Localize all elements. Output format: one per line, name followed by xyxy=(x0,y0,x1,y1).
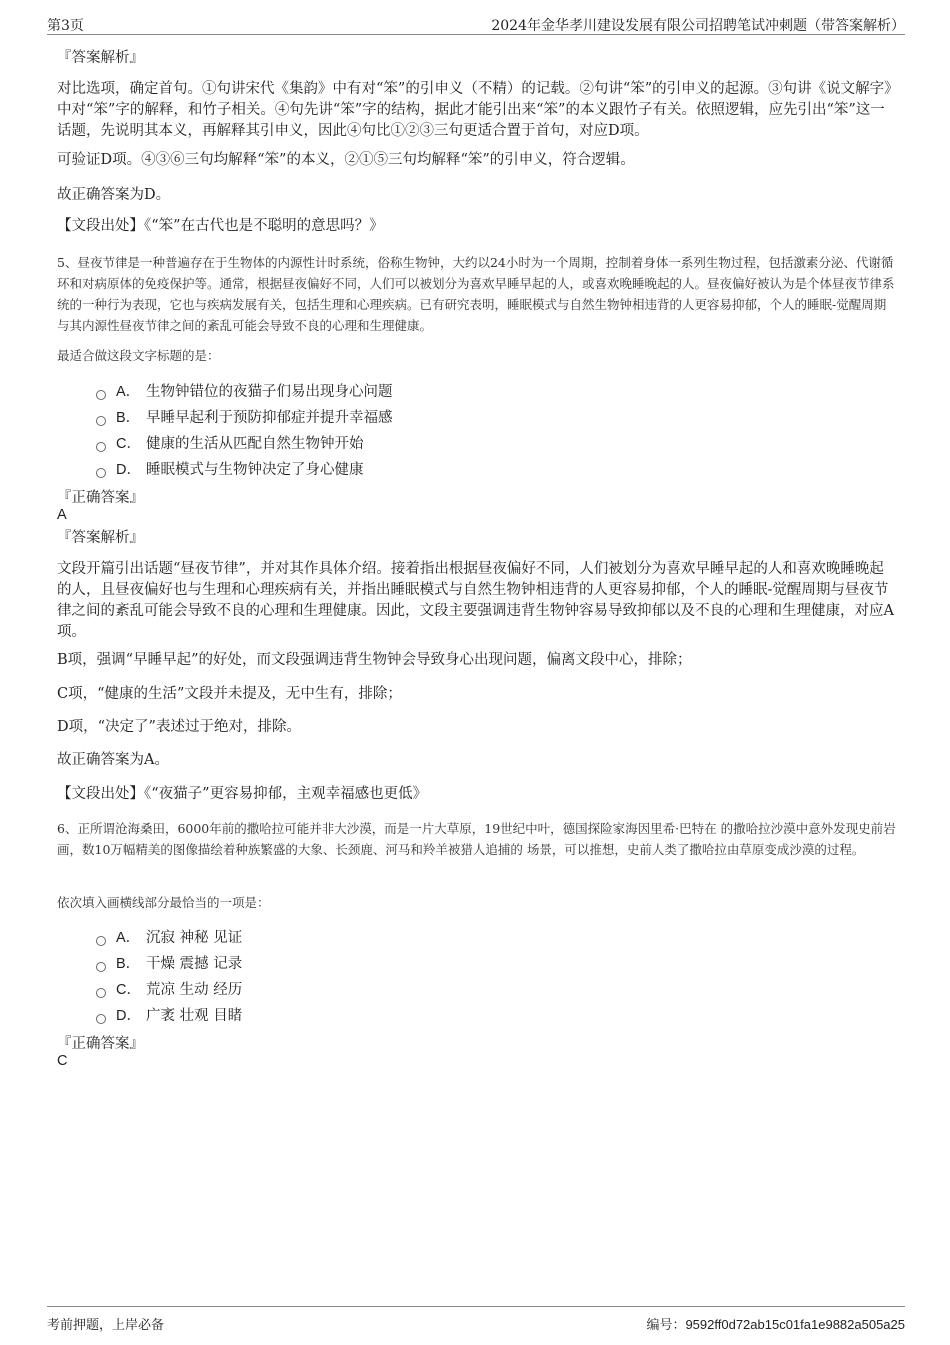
source-citation: 【文段出处】《“夜猫子”更容易抑郁，主观幸福感也更低》 xyxy=(57,786,428,802)
answer-value: A xyxy=(57,507,67,523)
document-code xyxy=(646,1314,905,1333)
option-text: 广袤 壮观 目睹 xyxy=(146,1008,243,1024)
footer-slogan: 考前押题，上岸必备 xyxy=(47,1318,165,1333)
source-citation: 【文段出处】《“笨”在古代也是不聪明的意思吗？》 xyxy=(57,218,384,234)
option-letter: A． xyxy=(116,930,141,946)
option-text: 干燥 震撼 记录 xyxy=(146,956,243,972)
radio-icon[interactable] xyxy=(96,468,106,478)
analysis-paragraph: B项，强调“早睡早起”的好处，而文段强调违背生物钟会导致身心出现问题，偏离文段中心，排除； xyxy=(57,652,692,668)
option-text: 荒凉 生动 经历 xyxy=(146,982,243,998)
analysis-paragraph: 可验证D项。④③⑥三句均解释“笨”的本义，②①⑤三句均解释“笨”的引申义，符合逻辑。 xyxy=(57,152,635,168)
analysis-paragraph: 对比选项，确定首句。①句讲宋代《集韵》中有对“笨”的引申义（不精）的记载。②句讲“笨”的引申义的起源。③句讲《说文解字》中对“笨”字的解释，和竹子相关。④句先讲“笨”字的结构，据此才能引出来“笨”的本义跟竹子有关。依照逻辑，应先引出“笨”这一话题，先说明其本义，再解释其引申义，因此④句比①②③三句更适合置于首句，对应D项。 xyxy=(57,81,892,139)
option-letter: C． xyxy=(116,982,141,998)
option-d[interactable] xyxy=(96,460,364,480)
option-d[interactable] xyxy=(96,1006,242,1026)
option-letter: A． xyxy=(116,384,141,400)
option-letter: B． xyxy=(116,410,141,426)
option-a[interactable] xyxy=(96,382,393,402)
option-letter: C． xyxy=(116,436,141,452)
option-c[interactable] xyxy=(96,434,364,454)
option-letter: B． xyxy=(116,956,141,972)
question-passage: 5、昼夜节律是一种普遍存在于生物体的内源性计时系统，俗称生物钟，大约以24小时为一个周期，控制着身体一系列生物过程，包括激素分泌、代谢循环和对病原体的免疫保护等。通常，根据昼夜偏好不同，人们可以被划分为喜欢早睡早起的人，或喜欢晚睡晚起的人。昼夜偏好被认为是个体昼夜节律系统的一种行为表现，它也与疾病发展有关，包括生理和心理疾病。已有研究表明，睡眠模式与自然生物钟相违背的人更容易抑郁，个人的睡眠-觉醒周期与其内源性昼夜节律之间的紊乱可能会导致不良的心理和生理健康。 xyxy=(57,255,895,333)
radio-icon[interactable] xyxy=(96,936,106,946)
option-a[interactable] xyxy=(96,928,242,948)
analysis-label: 『答案解析』 xyxy=(57,50,144,66)
option-b[interactable] xyxy=(96,408,393,428)
radio-icon[interactable] xyxy=(96,416,106,426)
analysis-paragraph: 文段开篇引出话题“昼夜节律”，并对其作具体介绍。接着指出根据昼夜偏好不同，人们被划分为喜欢早睡早起的人和喜欢晚睡晚起的人，且昼夜偏好也与生理和心理疾病有关，并指出睡眠模式与自然生物钟相违背的人更容易抑郁，个人的睡眠-觉醒周期与昼夜节律之间的紊乱可能会导致不良的心理和生理健康。因此，文段主要强调违背生物钟容易导致抑郁以及不良的心理和生理健康，对应A项。 xyxy=(57,561,894,640)
analysis-label: 『答案解析』 xyxy=(57,530,144,546)
code-value: 9592ff0d72ab15c01fa1e9882a505a25 xyxy=(685,1317,905,1332)
analysis-paragraph: D项，“决定了”表述过于绝对，排除。 xyxy=(57,719,301,735)
option-text: 早睡早起利于预防抑郁症并提升幸福感 xyxy=(146,410,393,426)
analysis-paragraph: C项，“健康的生活”文段并未提及，无中生有，排除； xyxy=(57,686,402,702)
option-c[interactable] xyxy=(96,980,242,1000)
code-label: 编号： xyxy=(646,1318,686,1333)
question-passage: 6、正所谓沧海桑田，6000年前的撒哈拉可能并非大沙漠，而是一片大草原，19世纪中叶，德国探险家海因里希·巴特在 的撒哈拉沙漠中意外发现史前岩画，数10万幅精美的图像描绘着种族繁盛的大象、长颈鹿、河马和羚羊被猎人追捕的 场景，可以推想，史前人类了撒哈拉由草原变成沙漠的过程。 xyxy=(57,821,896,857)
option-b[interactable] xyxy=(96,954,242,974)
option-text: 沉寂 神秘 见证 xyxy=(146,930,243,946)
option-text: 生物钟错位的夜猫子们易出现身心问题 xyxy=(146,384,393,400)
option-text: 健康的生活从匹配自然生物钟开始 xyxy=(146,436,364,452)
answer-label: 『正确答案』 xyxy=(57,1036,144,1052)
radio-icon[interactable] xyxy=(96,442,106,452)
question-prompt: 依次填入画横线部分最恰当的一项是： xyxy=(57,895,270,910)
answer-value: C xyxy=(57,1053,68,1069)
radio-icon[interactable] xyxy=(96,988,106,998)
page-number: 第3页 xyxy=(47,18,84,34)
option-letter: D． xyxy=(116,462,141,478)
radio-icon[interactable] xyxy=(96,962,106,972)
question-prompt: 最适合做这段文字标题的是： xyxy=(57,348,220,363)
answer-label: 『正确答案』 xyxy=(57,490,144,506)
analysis-conclusion: 故正确答案为A。 xyxy=(57,752,169,768)
analysis-conclusion: 故正确答案为D。 xyxy=(57,187,171,203)
page-header xyxy=(47,12,905,35)
radio-icon[interactable] xyxy=(96,1014,106,1024)
option-text: 睡眠模式与生物钟决定了身心健康 xyxy=(146,462,364,478)
document-title: 2024年金华孝川建设发展有限公司招聘笔试冲刺题（带答案解析） xyxy=(491,18,905,34)
option-letter: D． xyxy=(116,1008,141,1024)
page-footer xyxy=(47,1306,905,1331)
radio-icon[interactable] xyxy=(96,390,106,400)
